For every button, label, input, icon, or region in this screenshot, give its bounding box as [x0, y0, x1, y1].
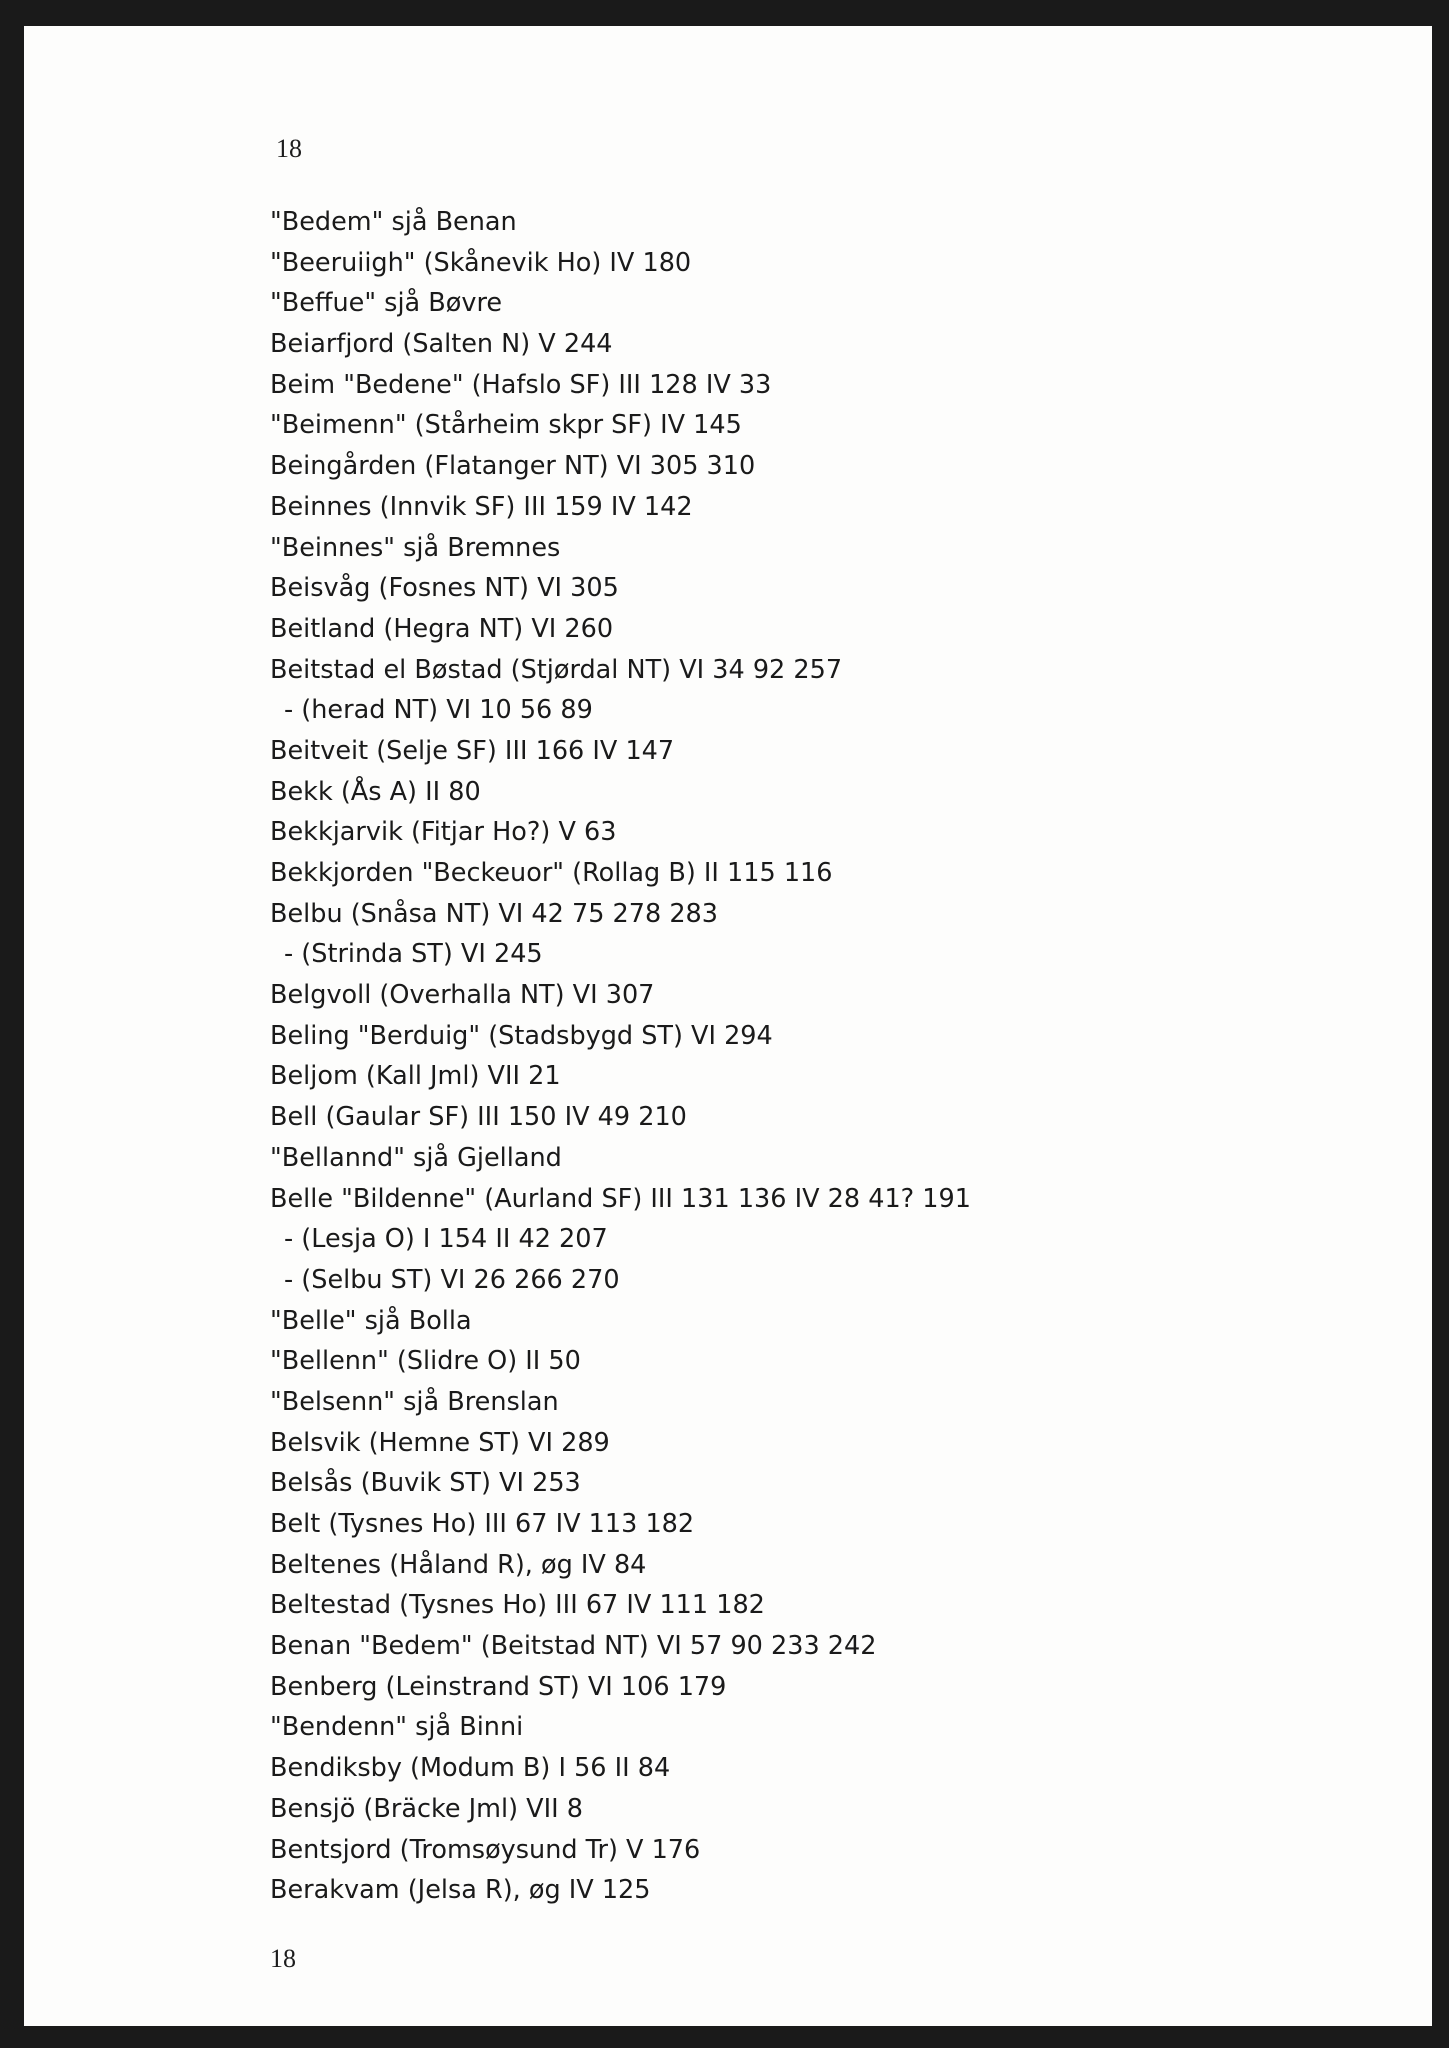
index-entry: "Beeruiigh" (Skånevik Ho) IV 180 [270, 247, 692, 278]
index-entry: "Bendenn" sjå Binni [270, 1712, 524, 1743]
page-number-top: 18 [276, 134, 302, 163]
index-sub-entry: - (herad NT) VI 10 56 89 [284, 695, 593, 726]
index-entry: "Beffue" sjå Bøvre [270, 288, 503, 319]
index-entry: Belgvoll (Overhalla NT) VI 307 [270, 980, 655, 1011]
index-entry: Belsvik (Hemne ST) VI 289 [270, 1427, 610, 1458]
index-entry: "Bellenn" (Slidre O) II 50 [270, 1346, 581, 1377]
index-entry: Beltestad (Tysnes Ho) III 67 IV 111 182 [270, 1590, 765, 1621]
index-entry: Beling "Berduig" (Stadsbygd ST) VI 294 [270, 1020, 773, 1051]
index-entry: Bekkjorden "Beckeuor" (Rollag B) II 115 116 [270, 858, 833, 888]
index-entry: Bell (Gaular SF) III 150 IV 49 210 [270, 1102, 687, 1133]
index-entry: Benberg (Leinstrand ST) VI 106 179 [270, 1671, 727, 1702]
index-entry: "Beimenn" (Stårheim skpr SF) IV 145 [270, 410, 742, 441]
index-entry: Beitveit (Selje SF) III 166 IV 147 [270, 735, 675, 766]
index-entry: Belbu (Snåsa NT) VI 42 75 278 283 [270, 898, 718, 929]
index-entry: Beim "Bedene" (Hafslo SF) III 128 IV 33 [270, 369, 772, 400]
index-entry: Beinnes (Innvik SF) III 159 IV 142 [270, 491, 693, 522]
index-entry: Belle "Bildenne" (Aurland SF) III 131 136 IV 28 41? 191 [270, 1183, 971, 1214]
index-entry: Bensjö (Bräcke Jml) VII 8 [270, 1793, 583, 1824]
index-entry: Beitland (Hegra NT) VI 260 [270, 613, 614, 644]
index-entry: Beljom (Kall Jml) VII 21 [270, 1061, 561, 1092]
index-entry: "Belsenn" sjå Brenslan [270, 1386, 559, 1417]
index-entry: Beiarfjord (Salten N) V 244 [270, 329, 613, 360]
index-entry: Bentsjord (Tromsøysund Tr) V 176 [270, 1834, 701, 1865]
index-entry: Bekkjarvik (Fitjar Ho?) V 63 [270, 817, 617, 848]
index-entry: Beisvåg (Fosnes NT) VI 305 [270, 573, 619, 604]
index-entry: Bendiksby (Modum B) I 56 II 84 [270, 1753, 671, 1784]
index-sub-entry: - (Lesja O) I 154 II 42 207 [284, 1224, 608, 1255]
index-entry: Beltenes (Håland R), øg IV 84 [270, 1549, 647, 1580]
index-entry: Belsås (Buvik ST) VI 253 [270, 1468, 581, 1499]
index-entry: Benan "Bedem" (Beitstad NT) VI 57 90 233 242 [270, 1631, 877, 1662]
index-entry: Berakvam (Jelsa R), øg IV 125 [270, 1875, 651, 1906]
document-page [24, 26, 1432, 2026]
page-number-bottom: 18 [270, 1944, 296, 1973]
index-entry: "Beinnes" sjå Bremnes [270, 532, 561, 563]
index-entry: "Bedem" sjå Benan [270, 207, 517, 237]
index-entry: Belt (Tysnes Ho) III 67 IV 113 182 [270, 1509, 695, 1539]
index-entry: Bekk (Ås A) II 80 [270, 776, 481, 807]
index-entry: "Bellannd" sjå Gjelland [270, 1142, 562, 1173]
index-sub-entry: - (Selbu ST) VI 26 266 270 [284, 1264, 620, 1295]
index-entry-list [270, 202, 1370, 1911]
index-entry: Beingården (Flatanger NT) VI 305 310 [270, 451, 756, 482]
index-entry: Beitstad el Bøstad (Stjørdal NT) VI 34 92 257 [270, 654, 843, 685]
index-entry: "Belle" sjå Bolla [270, 1305, 472, 1336]
index-sub-entry: - (Strinda ST) VI 245 [284, 939, 543, 970]
